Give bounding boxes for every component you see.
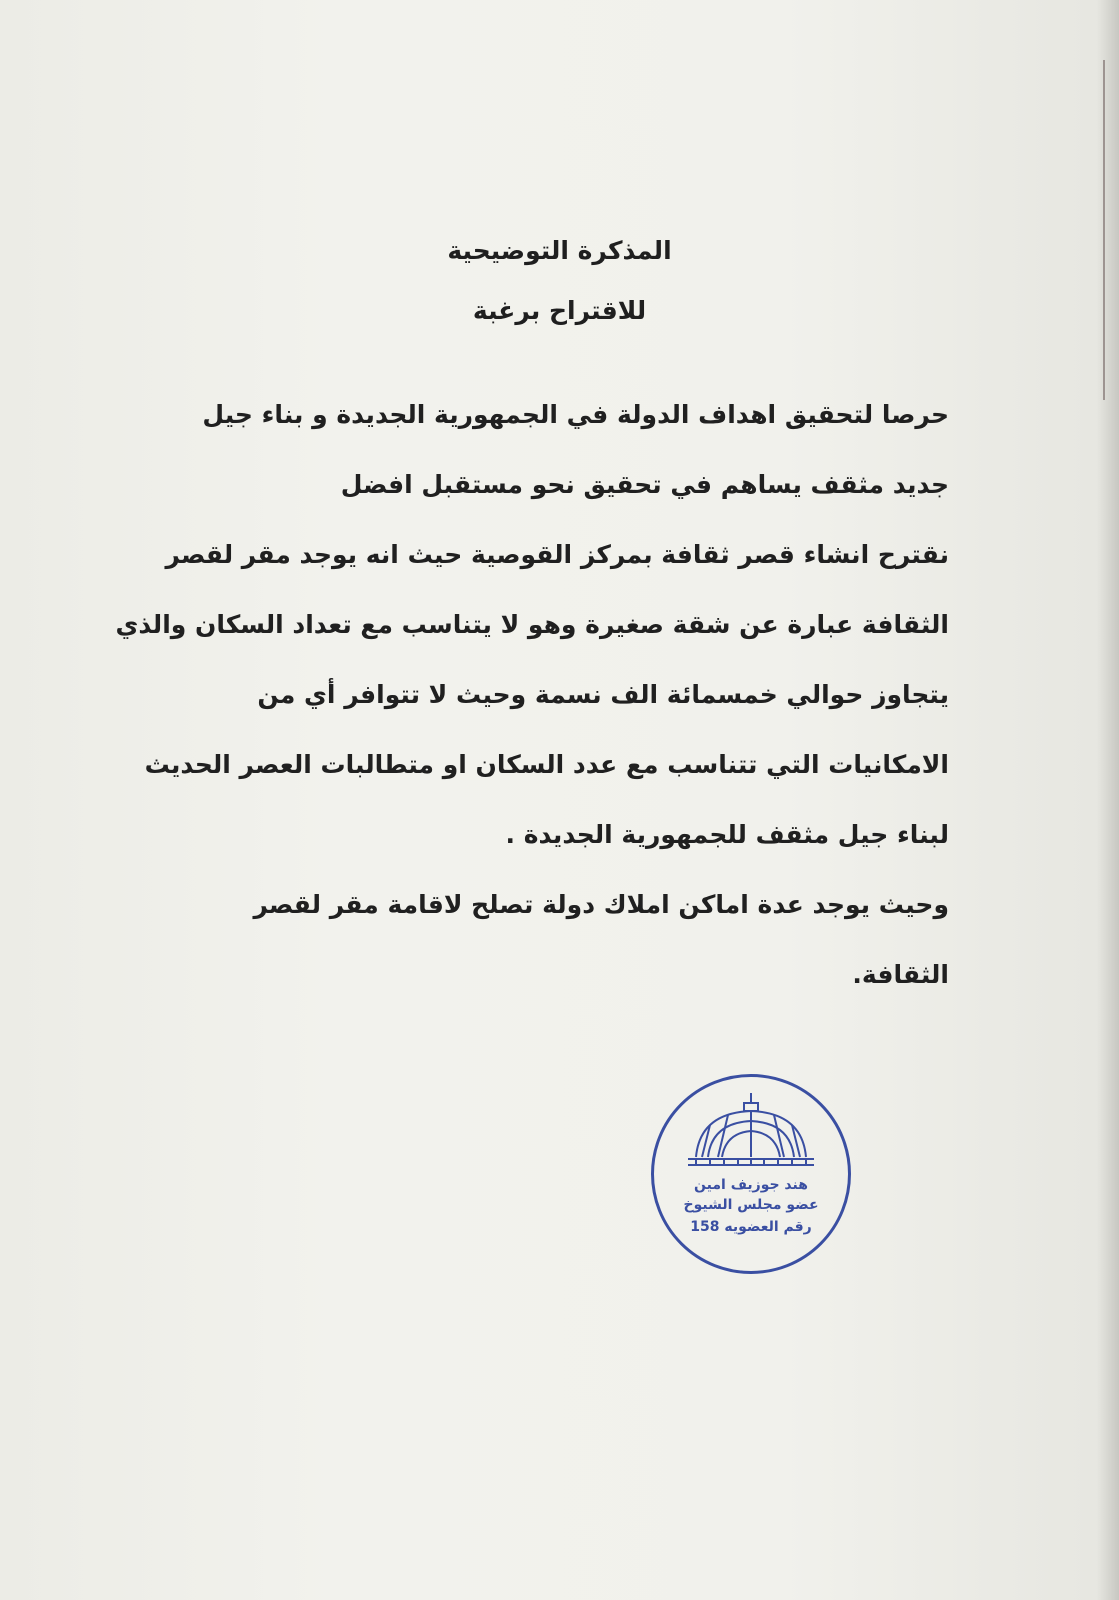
body-line-6: الامكانيات التي تتناسب مع عدد السكان او متطالبات العصر الحديث (144, 750, 949, 779)
body-line-7: لبناء جيل مثقف للجمهورية الجديدة . (505, 820, 949, 849)
document-title: المذكرة التوضيحية (447, 236, 672, 265)
body-line-5: يتجاوز حوالي خمسمائة الف نسمة وحيث لا تتوافر أي من (257, 680, 949, 709)
body-line-1: حرصا لتحقيق اهداف الدولة في الجمهورية الجديدة و بناء جيل (202, 400, 949, 429)
official-seal (651, 1074, 851, 1274)
page-edge-mark (1103, 60, 1105, 400)
body-line-4: الثقافة عبارة عن شقة صغيرة وهو لا يتناسب مع تعداد السكان والذي (115, 610, 949, 639)
body-line-2: جديد مثقف يساهم في تحقيق نحو مستقبل افضل (340, 470, 949, 499)
seal-name: هند جوزيف امين (694, 1177, 808, 1193)
seal-role: عضو مجلس الشيوخ (683, 1197, 819, 1213)
document-subtitle: للاقتراح برغبة (472, 296, 647, 325)
body-line-9: الثقافة. (852, 960, 949, 989)
seal-membership: رقم العضويه 158 (690, 1219, 812, 1235)
parliament-dome-icon (682, 1091, 820, 1175)
body-line-3: نقترح انشاء قصر ثقافة بمركز القوصية حيث انه يوجد مقر لقصر (165, 540, 949, 569)
body-line-8: وحيث يوجد عدة اماكن املاك دولة تصلح لاقامة مقر لقصر (253, 890, 949, 919)
